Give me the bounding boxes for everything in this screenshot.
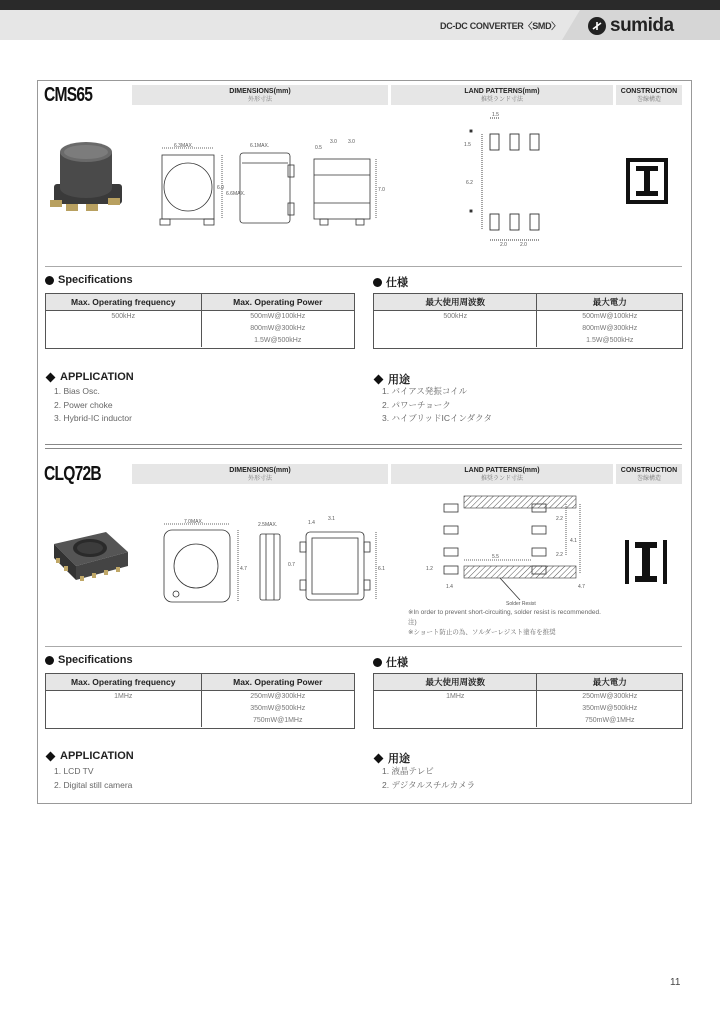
col-header-frequency: Max. Operating frequency: [71, 297, 176, 307]
list-item: 1. LCD TV: [54, 766, 94, 776]
dim-label: 0.5: [315, 145, 322, 151]
product-section-cms65: [37, 80, 692, 449]
application-list: [54, 765, 132, 792]
bullet-dot-icon: [45, 656, 54, 665]
power-value: 350mW@500kHz: [250, 705, 306, 712]
list-item: 3. ハイブリッドICインダクタ: [382, 413, 493, 423]
construction-header: CONSTRUCTION 巻線構造: [616, 85, 682, 105]
power-value: 1.5W@500kHz: [254, 337, 302, 344]
brand-logo: [588, 15, 674, 37]
list-item: 1. 液晶テレビ: [382, 766, 434, 776]
model-title: CLQ72B: [44, 463, 101, 485]
clq72b-land-pattern: [420, 490, 585, 608]
land-pattern-note: ※In order to prevent short-circuiting, solder resist is recommended. 注) ※ショート防止の為、ソルダーレジスト塗布を推奨: [408, 609, 601, 636]
application-title-jp: 用途: [373, 750, 410, 766]
application-list-jp: [382, 765, 475, 792]
list-item: 1. バイアス発振コイル: [382, 386, 468, 396]
power-value-jp: 1.5W@500kHz: [586, 337, 634, 344]
specifications-title-jp: 仕様: [373, 654, 408, 670]
dimensions-header: DIMENSIONS(mm) 外形寸法: [132, 85, 388, 105]
construction-header: CONSTRUCTION 巻線構造: [616, 464, 682, 484]
dim-label: 6.1: [378, 566, 385, 572]
land-label: 2.2: [556, 552, 563, 558]
divider: [45, 266, 682, 267]
power-value: 500mW@100kHz: [250, 313, 306, 320]
clq72b-construction-icon: [625, 540, 667, 584]
bullet-dot-icon: [373, 658, 382, 667]
page-number: 11: [670, 977, 681, 988]
col-header-power: Max. Operating Power: [201, 674, 355, 690]
land-label: 4.7: [578, 584, 585, 590]
spec-table: [45, 293, 355, 349]
power-value: 750mW@1MHz: [252, 717, 303, 724]
cms65-product-photo: [50, 140, 130, 225]
bullet-dot-icon: [373, 278, 382, 287]
bullet-diamond-icon: [46, 372, 56, 382]
sumida-logo-icon: [588, 17, 606, 35]
frequency-value: 1MHz: [114, 693, 133, 700]
frequency-value: 500kHz: [111, 313, 136, 320]
dim-label: 6.3MAX.: [174, 143, 194, 149]
land-label: 1.5: [492, 112, 499, 118]
power-value-jp: 250mW@300kHz: [582, 693, 638, 700]
power-value-jp: 750mW@1MHz: [584, 717, 635, 724]
col-header-power: Max. Operating Power: [201, 294, 355, 310]
frequency-value-jp: 1MHz: [446, 693, 465, 700]
dim-label: 6.0: [217, 185, 224, 191]
land-label: 4.1: [570, 538, 577, 544]
col-header-frequency-jp: 最大使用周波数: [425, 297, 485, 307]
dimensions-header: DIMENSIONS(mm) 外形寸法: [132, 464, 388, 484]
land-patterns-header: LAND PATTERNS(mm) 推奨ランド寸法: [391, 464, 613, 484]
dim-label: 2.5MAX.: [258, 522, 278, 528]
power-value-jp: 350mW@500kHz: [582, 705, 638, 712]
spec-table-jp: [373, 293, 683, 349]
land-label: 1.2: [426, 566, 433, 572]
application-title-jp: 用途: [373, 371, 410, 387]
brand-name: sumida: [610, 15, 674, 36]
dim-label: 4.7: [240, 566, 247, 572]
specifications-title: Specifications: [45, 654, 133, 666]
application-title: APPLICATION: [45, 750, 134, 762]
bullet-dot-icon: [45, 276, 54, 285]
bullet-diamond-icon: [374, 753, 384, 763]
list-item: 2. デジタルスチルカメラ: [382, 779, 476, 790]
dim-label: 7.0MAX.: [184, 519, 204, 525]
list-item: 2. Digital still camera: [54, 779, 133, 790]
bullet-diamond-icon: [374, 374, 384, 384]
dim-label: 6.1MAX.: [250, 143, 270, 149]
dim-label: 3.0: [348, 139, 355, 145]
land-patterns-header: LAND PATTERNS(mm) 推奨ランド寸法: [391, 85, 613, 105]
dim-label: 3.1: [328, 516, 335, 522]
land-label: 2.0: [520, 242, 527, 248]
dim-label: 3.0: [330, 139, 337, 145]
specifications-title: Specifications: [45, 274, 133, 286]
spec-table-jp: [373, 673, 683, 729]
solder-resist-label: Solder Resist: [506, 601, 536, 607]
col-header-power-jp: 最大電力: [536, 674, 682, 690]
land-label: 2.0: [500, 242, 507, 248]
land-label: 2.2: [556, 516, 563, 522]
list-item: 3. Hybrid-IC inductor: [54, 413, 132, 423]
application-list-jp: [382, 385, 492, 426]
dim-label: 7.0: [378, 187, 385, 193]
power-value: 800mW@300kHz: [250, 325, 306, 332]
list-item: 1. Bias Osc.: [54, 386, 100, 396]
power-value: 250mW@300kHz: [250, 693, 306, 700]
dim-label: 6.6MAX.: [226, 191, 246, 197]
clq72b-product-photo: [46, 530, 130, 588]
header-title: DC-DC CONVERTER〈SMD〉: [440, 21, 561, 31]
dim-label: 0.7: [288, 562, 295, 568]
col-header-power-jp: 最大電力: [536, 294, 682, 310]
land-label: 1.4: [446, 584, 453, 590]
specifications-title-jp: 仕様: [373, 274, 408, 290]
col-header-frequency: Max. Operating frequency: [71, 677, 176, 687]
clq72b-dimension-drawing: [160, 516, 390, 610]
land-label: 6.2: [466, 180, 473, 186]
frequency-value-jp: 500kHz: [443, 313, 468, 320]
power-value-jp: 500mW@100kHz: [582, 313, 638, 320]
bullet-diamond-icon: [46, 751, 56, 761]
application-title: APPLICATION: [45, 371, 134, 383]
list-item: 2. Power choke: [54, 399, 113, 410]
spec-table: [45, 673, 355, 729]
application-list: [54, 385, 132, 426]
cms65-construction-icon: [626, 158, 668, 206]
col-header-frequency-jp: 最大使用周波数: [425, 677, 485, 687]
land-label: 1.5: [464, 142, 471, 148]
cms65-land-pattern: [460, 110, 550, 260]
dim-label: 1.4: [308, 520, 315, 526]
list-item: 2. パワーチョーク: [382, 399, 451, 410]
top-bar: [0, 0, 720, 10]
model-title: CMS65: [44, 84, 93, 106]
cms65-dimension-drawing: [160, 139, 390, 235]
land-label: 5.5: [492, 554, 499, 560]
power-value-jp: 800mW@300kHz: [582, 325, 638, 332]
divider: [45, 646, 682, 647]
